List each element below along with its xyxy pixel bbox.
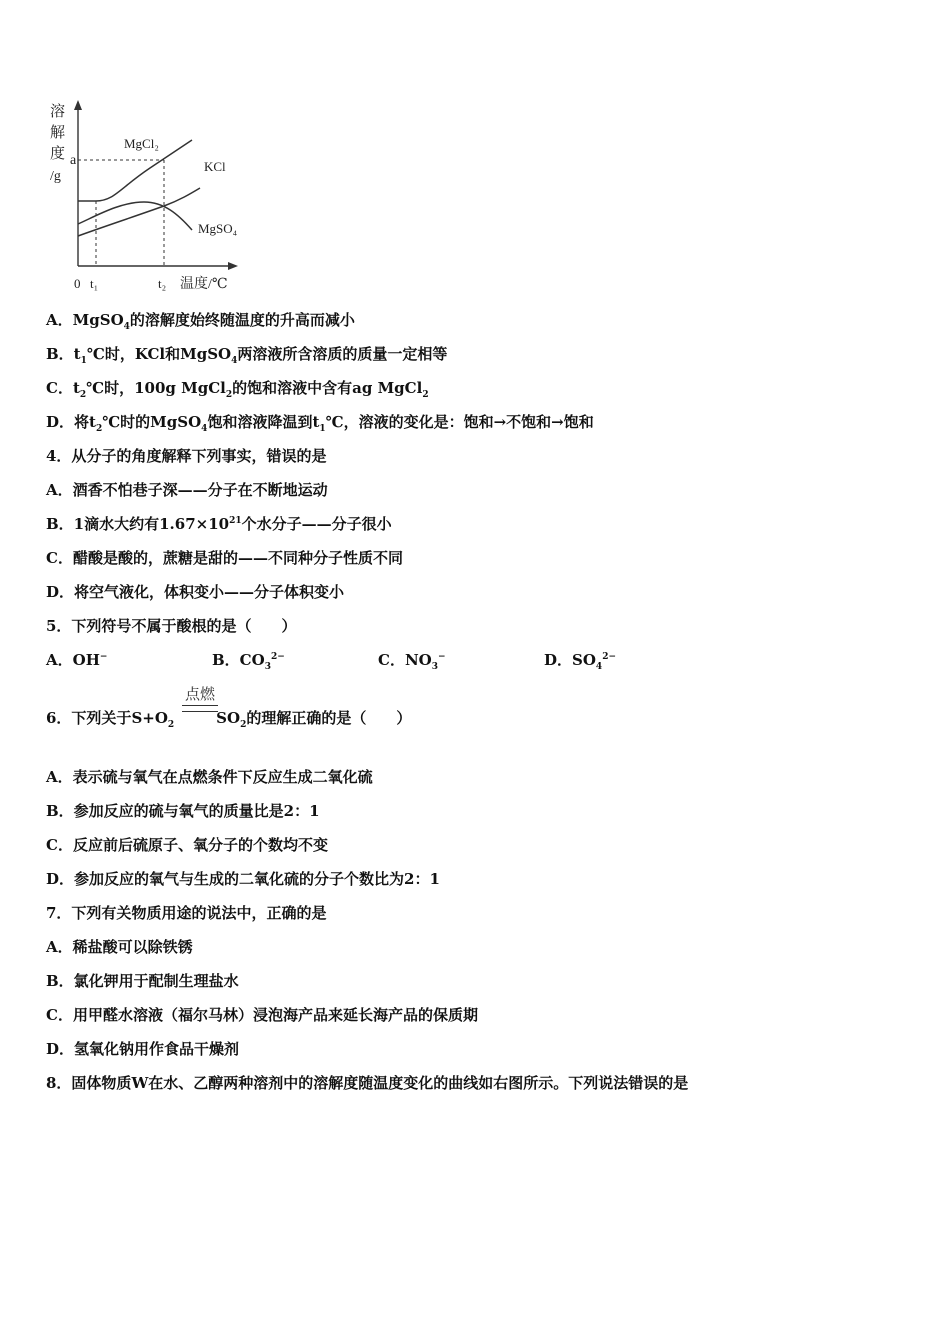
sub: 2 xyxy=(225,390,233,400)
y-marker-a: a xyxy=(70,153,77,168)
x-tick: 0 xyxy=(74,276,81,291)
ylabel-char: 溶 xyxy=(50,104,66,120)
q3-option-b xyxy=(46,344,447,364)
sub: 4 xyxy=(123,322,130,332)
text: 6．下列关于S+O xyxy=(46,709,168,727)
text: 饱和溶液降温到t xyxy=(207,413,320,431)
sub: 2 xyxy=(95,424,103,434)
sub: 1 xyxy=(80,356,87,366)
ylabel-char: 度 xyxy=(50,146,66,162)
sub: 2 xyxy=(240,720,247,730)
q5-option-c xyxy=(378,650,544,670)
text: 个水分子——分子很小 xyxy=(241,515,392,533)
text: B．1滴水大约有1.67×10 xyxy=(46,515,230,533)
q5-stem: 5．下列符号不属于酸根的是（ ） xyxy=(46,617,297,635)
solubility-chart xyxy=(40,96,270,301)
x-axis-label: 温度/℃ xyxy=(180,277,228,292)
text: D．将t xyxy=(46,413,96,431)
q4-option-b xyxy=(46,514,392,534)
q6-option-d: D．参加反应的氧气与生成的二氧化硫的分子个数比为2：1 xyxy=(46,870,440,888)
q4-option-c: C．醋酸是酸的，蔗糖是甜的——不同种分子性质不同 xyxy=(46,549,403,567)
sup: 2− xyxy=(602,652,616,662)
sup: − xyxy=(437,652,446,662)
text: B．t xyxy=(46,345,81,363)
q5-option-b xyxy=(212,650,378,670)
series-label-kcl: KCl xyxy=(204,159,226,174)
x-tick: t₂ xyxy=(158,276,167,291)
ylabel-char: 解 xyxy=(50,125,66,141)
text: 的理解正确的是（ ） xyxy=(246,709,412,727)
sub: 1 xyxy=(319,424,326,434)
q3-option-c xyxy=(46,378,429,398)
sup: 2− xyxy=(270,652,285,662)
reaction-condition: 点燃 xyxy=(184,685,215,703)
q7-option-d: D．氢氧化钠用作食品干燥剂 xyxy=(46,1040,240,1058)
text: ℃时，100g MgCl xyxy=(86,379,226,397)
y-axis-arrow xyxy=(74,100,82,110)
sub: 4 xyxy=(231,356,238,366)
text: 的溶解度始终随温度的升高而减小 xyxy=(129,311,355,329)
sup: − xyxy=(99,652,108,662)
text: A．OH xyxy=(46,651,100,669)
text: SO xyxy=(216,709,241,727)
q6-stem xyxy=(46,708,411,728)
q4-stem: 4．从分子的角度解释下列事实，错误的是 xyxy=(46,447,327,465)
text: D．SO xyxy=(544,651,596,669)
x-axis-arrow xyxy=(228,262,238,270)
q7-option-c: C．用甲醛水溶液（福尔马林）浸泡海产品来延长海产品的保质期 xyxy=(46,1006,478,1024)
text: ℃时，KCl和MgSO xyxy=(86,345,232,363)
ylabel-char: /g xyxy=(50,169,61,184)
q5-options xyxy=(46,650,710,670)
sub: 2 xyxy=(167,720,175,730)
q7-option-b: B．氯化钾用于配制生理盐水 xyxy=(46,972,239,990)
q6-option-c: C．反应前后硫原子、氧分子的个数均不变 xyxy=(46,836,328,854)
sub: 4 xyxy=(201,424,208,434)
sup: 21 xyxy=(229,516,242,526)
text: ℃时的MgSO xyxy=(102,413,202,431)
q6-option-b: B．参加反应的硫与氧气的质量比是2：1 xyxy=(46,802,320,820)
q3-option-d xyxy=(46,412,594,432)
q7-option-a: A．稀盐酸可以除铁锈 xyxy=(46,938,193,956)
sub: 2 xyxy=(422,390,429,400)
text: 两溶液所含溶质的质量一定相等 xyxy=(237,345,448,363)
q4-option-a: A．酒香不怕巷子深——分子在不断地运动 xyxy=(46,481,328,499)
q5-option-d xyxy=(544,650,710,670)
sub: 3 xyxy=(264,662,271,672)
text: C．t xyxy=(46,379,80,397)
q8-stem: 8．固体物质W在水、乙醇两种溶剂中的溶解度随温度变化的曲线如右图所示。下列说法错误的是 xyxy=(46,1074,689,1092)
text: C．NO xyxy=(378,651,432,669)
text: ℃，溶液的变化是：饱和→不饱和→饱和 xyxy=(325,413,594,431)
q4-option-d: D．将空气液化，体积变小——分子体积变小 xyxy=(46,583,345,601)
series-label-mgso4: MgSO₄ xyxy=(198,221,238,236)
text: 的饱和溶液中含有ag MgCl xyxy=(232,379,423,397)
q3-option-a xyxy=(46,310,355,330)
text: A．MgSO xyxy=(46,311,124,329)
q7-stem: 7．下列有关物质用途的说法中，正确的是 xyxy=(46,904,327,922)
x-tick: t₁ xyxy=(90,276,99,291)
sub: 3 xyxy=(431,662,438,672)
sub: 4 xyxy=(595,662,603,672)
sub: 2 xyxy=(79,390,87,400)
series-label-mgcl2: MgCl₂ xyxy=(124,136,159,151)
q5-option-a xyxy=(46,650,212,670)
text: B．CO xyxy=(212,651,265,669)
q6-option-a: A．表示硫与氧气在点燃条件下反应生成二氧化硫 xyxy=(46,768,373,786)
curve-kcl xyxy=(78,188,200,236)
